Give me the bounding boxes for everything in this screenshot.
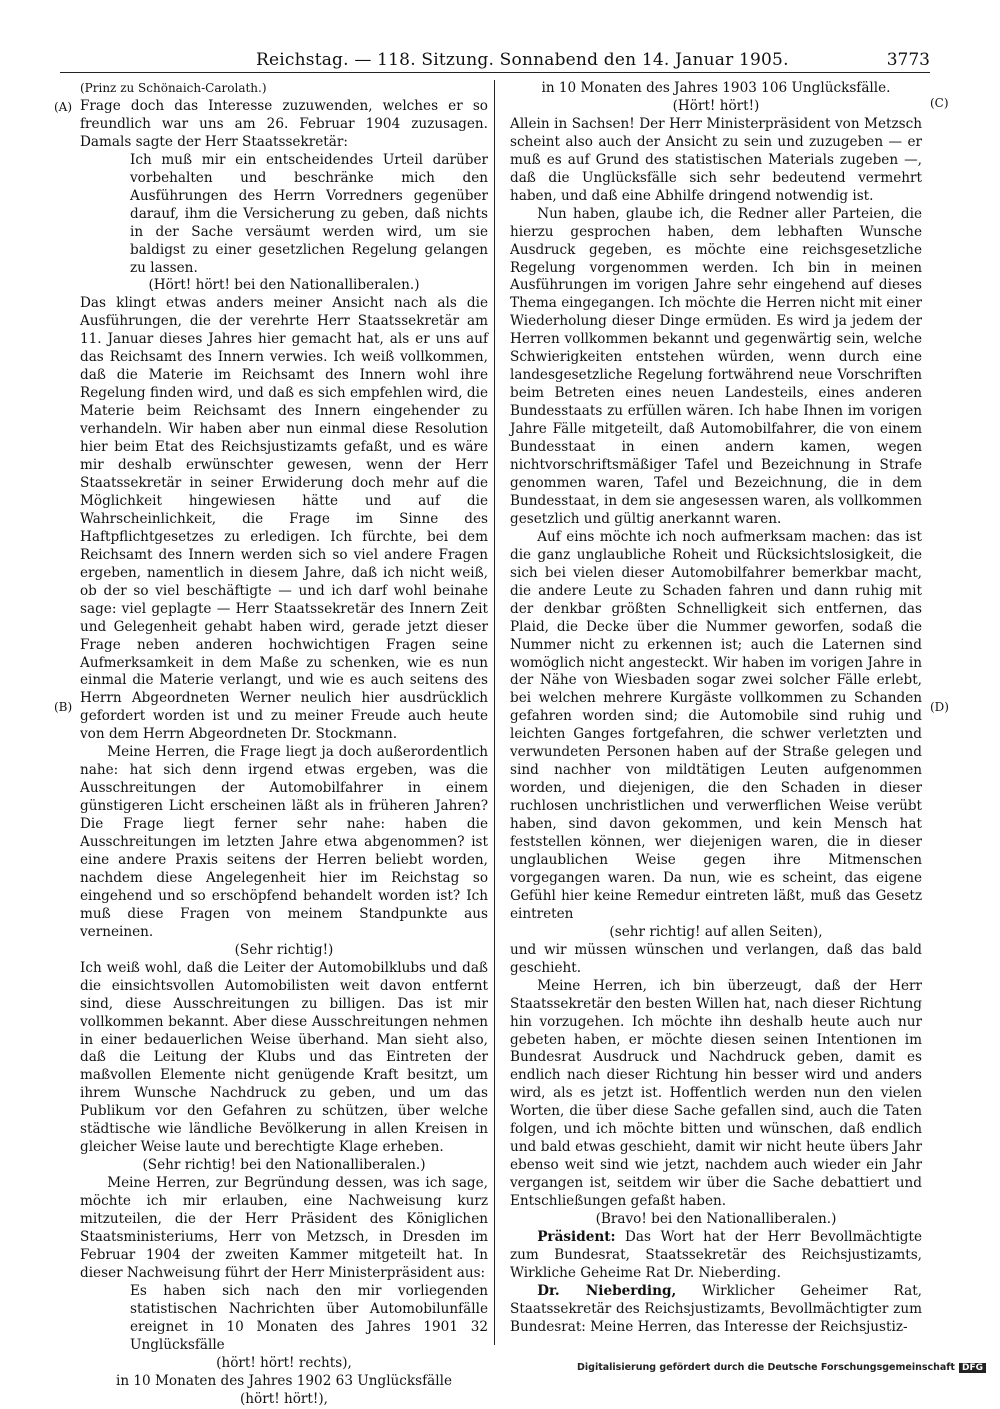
paragraph: Frage doch das Interesse zuzuwenden, welches er so freundlich war uns am 26. Februar 1904 zuzusagen. Damals sagte der Herr Staatssekretär: xyxy=(80,97,488,150)
speech-text: Wirklicher Geheimer Rat, Staatssekretär des Reichsjustizamts, Bevollmächtigter zum Bundesrat: Meine Herren, das Interesse der Reichsjustiz- xyxy=(510,1282,923,1335)
dfg-logo: DFG xyxy=(959,1363,986,1373)
header-rule xyxy=(60,72,930,73)
paragraph xyxy=(510,1283,922,1337)
interjection: (Sehr richtig!) xyxy=(234,941,334,958)
running-title: Reichstag. — 118. Sitzung. Sonnabend den 14. Januar 1905. xyxy=(256,50,789,70)
right-column xyxy=(510,80,922,1337)
quotation: Ich muß mir ein entscheidendes Urteil darüber vorbehalten und beschränke mich den Ausführungen des Herrn Vorredners gegenüber darauf, ihm die Versicherung zu geben, daß nichts in der Sache versäumt werden wird, um sie baldigst zu einer gesetzlichen Regelung gelangen zu lassen. xyxy=(130,151,488,276)
interjection: (Sehr richtig! bei den Nationalliberalen.) xyxy=(142,1157,426,1174)
margin-marker-a: (A) xyxy=(54,100,73,114)
interjection: (Hört! hört!) xyxy=(672,97,760,114)
page-number: 3773 xyxy=(886,50,930,70)
paragraph: Allein in Sachsen! Der Herr Ministerpräsident von Metzsch scheint also auch der Ansicht zu sein und zuzugeben — er muß es auf Grund des statistischen Materials zugeben —, daß die Unglücksfälle sich sehr bedeutend vermehrt haben, und daß eine Abhilfe dringend notwendig ist. xyxy=(510,115,922,204)
speaker-note: (Prinz zu Schönaich-Carolath.) xyxy=(80,81,267,95)
paragraph: Meine Herren, die Frage liegt ja doch außerordentlich nahe: hat sich denn irgend etwas ergeben, was die Ausschreitungen der Automobilfahrer in einem günstigeren Licht erscheinen läßt als in früheren Jahren? Die Frage liegt ferner sehr nahe: haben die Ausschreitungen im letzten Jahre etwa abgenommen? ist eine andere Praxis seitens der Herren beliebt worden, nachdem diese Angelegenheit hier im Reichstag so eingehend und so erschöpfend behandelt worden ist? Ich muß diese Fragen von meinem Standpunkte aus verneinen. xyxy=(80,744,488,940)
margin-marker-d: (D) xyxy=(930,700,949,714)
speaker-name: Präsident: xyxy=(537,1229,616,1245)
speech-text: Das Wort hat der Herr Bevollmächtigte zum Bundesrat, Staatssekretär des Reichsjustizamts, Wirkliche Geheime Rat Dr. Nieberding. xyxy=(510,1229,923,1281)
paragraph: Das klingt etwas anders meiner Ansicht nach als die Ausführungen, die der verehrte Herr Staatssekretär am 11. Januar dieses Jahres hier gemacht hat, als er uns auf das Reichsamt des Innern verwies. Ich weiß vollkommen, daß die Materie im Reichsamt des Innern wohl ihre Regelung finden wird, und daß es sich empfehlen wird, die Materie beim Reichsamt des Innern eingehender zu verhandeln. Wir haben aber nun einmal diese Resolution hier beim Etat des Reichsjustizamts gefaßt, und es wäre mir deshalb erwünschter gewesen, wenn der Herr Staatssekretär in seiner Erwiderung doch mehr auf die Möglichkeit hingewiesen hätte und auf die Wahrscheinlichkeit, die Frage im Sinne des Haftpflichtgesetzes zu erledigen. Ich fürchte, bei dem Reichsamt des Innern werden sich so viel andere Fragen ergeben, namentlich in diesem Jahre, daß ich nicht weiß, ob der so viel beschäftigte — und ich darf wohl beinahe sage: viel geplagte — Herr Staatssekretär des Innern Zeit und Gelegenheit gehabt haben wird, gerade jetzt dieser Frage neben anderen hochwichtigen Fragen seine Aufmerksamkeit in dem Maße zu schenken, wie es nun einmal die Materie verlangt, und wie es auch seitens des Herrn Abgeordneten Werner neulich hier ausdrücklich gefordert worden ist und zu meiner Freude auch heute von dem Herrn Abgeordneten Dr. Stockmann. xyxy=(80,295,488,743)
interjection: (hört! hört!), xyxy=(240,1390,328,1407)
speaker-name: Dr. Nieberding, xyxy=(537,1282,677,1299)
left-column xyxy=(80,80,488,1409)
column-divider xyxy=(494,80,495,1345)
interjection: (hört! hört! rechts), xyxy=(216,1354,352,1371)
interjection: (sehr richtig! auf allen Seiten), xyxy=(609,923,823,940)
paragraph: Auf eins möchte ich noch aufmerksam machen: das ist die ganz unglaubliche Roheit und Rücksichtslosigkeit, die sich bei vielen dieser Automobilfahrer bemerkbar macht, die andere Leute zu Schaden fahren und dann ruhig mit der denkbar größten Schnelligkeit sich entfernen, das Plaid, die Decke über die Nummer geworfen, sodaß die Nummer nicht zu erkennen ist; auch die Laternen sind womöglich nicht angesteckt. Wir haben im vorigen Jahre in der Nähe von Wiesbaden sogar zwei solcher Fälle erlebt, bei welchen mehrere Kurgäste vollkommen zu Schanden gefahren worden sind; die Automobile sind ruhig und leichten Ganges fortgefahren, die schwer verletzten und verwundeten Personen haben auf der Straße gelegen und sind nachher von mildtätigen Leuten aufgenommen worden, und diejenigen, die den Schaden in dieser ruchlosen unchristlichen und verwerflichen Weise verübt haben, sind davon gekommen, und kein Mensch hat feststellen können, wer diejenigen waren, die in dieser unglaublichen Weise gegen ihre Mitmenschen vorgegangen waren. Da nun, wie es scheint, das eigene Gefühl hier keine Remedur eintreten läßt, muß das Gesetz eintreten xyxy=(510,528,922,922)
footer-text: Digitalisierung gefördert durch die Deutsche Forschungsgemeinschaft xyxy=(577,1362,955,1373)
margin-marker-c: (C) xyxy=(930,96,949,110)
footer xyxy=(577,1362,986,1373)
paragraph: Meine Herren, zur Begründung dessen, was ich sage, möchte ich mir erlauben, eine Nachweisung kurz mitzuteilen, die der Herr Präsident des Königlichen Staatsministeriums, Herr von Metzsch, in Dresden im Februar 1904 der zweiten Kammer mitgeteilt hat. In dieser Nachweisung führt der Herr Ministerpräsident aus: xyxy=(80,1175,488,1281)
paragraph xyxy=(510,1229,922,1283)
page-header xyxy=(60,44,930,74)
paragraph: und wir müssen wünschen und verlangen, daß das bald geschieht. xyxy=(510,941,922,976)
paragraph: Ich weiß wohl, daß die Leiter der Automobilklubs und daß die einsichtsvollen Automobilisten weit davon entfernt sind, diese Ausschreitungen zu billigen. Das ist mir vollkommen bekannt. Aber diese Ausschreitungen nehmen in einer bedauerlichen Weise überhand. Man sieht also, daß die Leitung der Klubs und das Eintreten der maßvollen Elemente nicht genügende Kraft besitzt, um ihrem Wunsche Nachdruck zu geben, und um das Publikum vor den Gefahren zu schützen, über welche städtische wie ländliche Bevölkerung in allen Kreisen in gleicher Weise laute und berechtigte Klage erheben. xyxy=(80,959,488,1156)
paragraph: Meine Herren, ich bin überzeugt, daß der Herr Staatssekretär den besten Willen hat, nach dieser Richtung hin vorzugehen. Ich möchte ihn deshalb heute auch nur gebeten haben, er möchte diesen seinen Intentionen im Bundesrat Ausdruck und Nachdruck geben, damit es endlich nach dieser Richtung hin besser wird und anders wird, als es jetzt ist. Hoffentlich werden nun den vielen Worten, die über diese Sache gefallen sind, auch die Taten folgen, und ich möchte bitten und wünschen, daß endlich und bald etwas geschieht, damit wir nicht heute übers Jahr ebenso weit sind wie jetzt, nachdem auch wieder ein Jahr vergangen ist, seitdem wir über die Sache debattiert und Entschließungen gefaßt haben. xyxy=(510,977,922,1210)
quotation: Es haben sich nach den mir vorliegenden statistischen Nachrichten über Automobilunfälle ereignet in 10 Monaten des Jahres 1901 32 Unglücksfälle xyxy=(130,1282,488,1353)
interjection: (Hört! hört! bei den Nationalliberalen.) xyxy=(148,277,420,294)
margin-marker-b: (B) xyxy=(54,700,73,714)
interjection: (Bravo! bei den Nationalliberalen.) xyxy=(595,1211,837,1228)
quotation-line: in 10 Monaten des Jahres 1903 106 Unglücksfälle. xyxy=(541,80,891,96)
quotation-line: in 10 Monaten des Jahres 1902 63 Unglücksfälle xyxy=(115,1372,453,1389)
paragraph: Nun haben, glaube ich, die Redner aller Parteien, die hierzu gesprochen haben, dem lebhaften Wunsche Ausdruck gegeben, es möchte eine reichsgesetzliche Regelung vorgenommen werden. Ich bin in meinen Ausführungen im vorigen Jahre sehr eingehend auf dieses Thema eingegangen. Ich möchte die Herren nicht mit einer Wiederholung dieser Dinge ermüden. Es wird ja jedem der Herren vollkommen bekannt und gegenwärtig sein, welche Schwierigkeiten entstehen würden, wenn durch eine landesgesetzliche Regelung fortwährend neue Vorschriften beim Betreten eines neuen Landesteils, eines anderen Bundesstaats zu erfüllen wären. Ich habe Ihnen im vorigen Jahre Fälle mitgeteilt, daß Automobilfahrer, die von einem Bundesstaat in einen andern kamen, wegen nichtvorschriftsmäßiger Tafel und Bezeichnung in Strafe genommen waren, Tafel und Bezeichnung, die in dem Bundesstaat, in dem sie angesessen waren, als vollkommen gesetzlich und gültig anerkannt waren. xyxy=(510,205,922,527)
